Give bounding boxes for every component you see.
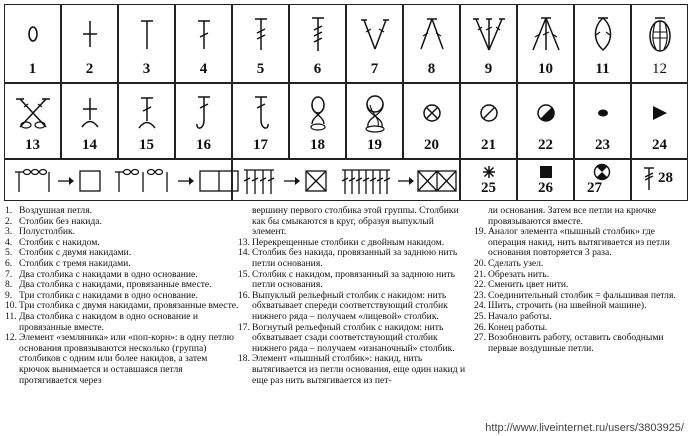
symbol-number: 7 — [370, 61, 379, 77]
legend-item: 14. Столбик без накида, провязанный за заднюю нить петли основания. — [238, 247, 458, 269]
legend-item: 18. Элемент «пышный столбик»: накид, нить вытягивается из петли основания, еще один накид и еще раз нить вытягивается из пет- — [238, 353, 466, 386]
chain-loop-icon — [13, 166, 57, 196]
cut-yarn-icon — [478, 102, 500, 124]
symbol-number: 21 — [481, 137, 496, 153]
back-post-dc-icon — [250, 94, 272, 132]
sequence-cell-1 — [4, 159, 232, 201]
symbol-cell-16 — [175, 83, 232, 159]
legend-item: 27. Возобновить работу, оставить свободными первые воздушные петли. — [474, 332, 664, 354]
legend-item: 4. Столбик с накидом. — [5, 236, 100, 248]
symbol-cell-21 — [460, 83, 517, 159]
symbol-cell-5 — [232, 4, 289, 83]
symbol-cell-22 — [517, 83, 574, 159]
symbol-number: 10 — [538, 61, 553, 77]
resume-work-icon — [593, 163, 611, 181]
popcorn-stitch-icon — [647, 14, 673, 54]
legend-item: 26. Конец работы. — [474, 321, 548, 333]
double-chain-loop-icon — [113, 166, 177, 196]
symbol-cell-28 — [631, 159, 688, 201]
symbol-number: 16 — [196, 137, 211, 153]
legend-item: 16. Выпуклый рельефный столбик с накидом: нить обхватывает спереди соответствующий столбик нижнего ряда – получаем «лицевой» столбик. — [238, 289, 448, 322]
two-dc-same-base-icon — [360, 16, 390, 52]
symbol-number: 14 — [82, 137, 97, 153]
symbol-number: 25 — [481, 180, 496, 196]
legend-item: 11. Два столбика с накидом в одно основание и провязанные вместе. — [5, 310, 198, 333]
symbol-number: 9 — [484, 61, 493, 77]
symbol-number: 12 — [652, 61, 667, 77]
half-double-crochet-icon — [137, 17, 157, 51]
slip-stitch-icon — [596, 106, 610, 120]
symbol-number: 22 — [538, 137, 553, 153]
symbol-number: 5 — [256, 61, 265, 77]
end-square-icon — [539, 165, 553, 179]
chain-stitch-icon — [23, 24, 43, 44]
symbol-cell-8 — [403, 4, 460, 83]
symbol-cell-15 — [118, 83, 175, 159]
symbol-number: 13 — [25, 137, 40, 153]
symbol-cell-13 — [4, 83, 61, 159]
legend-column-2 — [238, 206, 470, 386]
legend-item: 9. Три столбика с накидами в одно основание. — [5, 289, 198, 301]
legend-item: 10. Три столбика с двумя накидами, провязанные вместе. — [5, 300, 239, 312]
symbol-cell-24 — [631, 83, 688, 159]
chain-sequence — [13, 166, 101, 196]
change-color-icon — [535, 102, 557, 124]
symbol-cell-9 — [460, 4, 517, 83]
sc-back-loop-icon — [79, 96, 101, 130]
symbol-number: 18 — [310, 137, 325, 153]
dc-group-double-icon — [341, 166, 397, 196]
symbol-cell-10 — [517, 4, 574, 83]
symbol-number: 8 — [427, 61, 436, 77]
start-asterisk-icon — [482, 165, 496, 179]
legend-item: 1. Воздушная петля. — [5, 205, 93, 216]
legend-item: 7. Два столбика с накидами в одно основание. — [5, 268, 198, 280]
symbol-cell-19 — [346, 83, 403, 159]
arrow-right-icon — [283, 175, 301, 187]
legend-item: 20. Сделать узел. — [474, 257, 544, 269]
single-crochet-icon — [80, 19, 100, 49]
symbol-number: 11 — [595, 61, 610, 77]
symbol-cell-3 — [118, 4, 175, 83]
sequence-cell-2 — [232, 159, 460, 201]
triple-puff-icon — [360, 93, 390, 133]
symbol-number: 28 — [658, 169, 673, 186]
legend-item: 5. Столбик с двумя накидами. — [5, 247, 132, 259]
symbol-cell-17 — [232, 83, 289, 159]
square-icon — [79, 170, 101, 192]
symbol-number: 24 — [652, 137, 667, 153]
arrow-right-icon — [397, 175, 415, 187]
arrow-right-icon — [177, 175, 195, 187]
symbol-number: 4 — [199, 61, 208, 77]
three-tr-together-icon — [530, 15, 562, 53]
treble-crochet-icon — [251, 16, 271, 52]
crossed-stitches-icon — [16, 95, 50, 131]
legend-item: 22. Сменить цвет нити. — [474, 279, 569, 291]
elongated-dc-icon — [642, 165, 656, 191]
symbol-cell-14 — [61, 83, 118, 159]
double-crossed-square-icon — [417, 170, 457, 192]
symbol-number: 23 — [595, 137, 610, 153]
symbol-cell-4 — [175, 4, 232, 83]
legend-column-1 — [5, 206, 240, 386]
legend-item: 12. Элемент «земляника» или «поп-корн»: в одну петлю основания провязываются несколько (группа) столбиков с одним или более накидов, а затем крючок вынимается и оставшаяся петля протягивается через — [5, 332, 234, 386]
symbol-cell-23 — [574, 83, 631, 159]
elongated-dc-wrap — [642, 165, 673, 191]
symbol-cell-2 — [61, 4, 118, 83]
three-dc-same-base-icon — [473, 15, 505, 53]
source-url: http://www.liveinternet.ru/users/3803925/ — [485, 422, 684, 434]
arrow-right-icon — [57, 175, 75, 187]
symbol-number: 19 — [367, 137, 382, 153]
symbol-cell-7 — [346, 4, 403, 83]
symbol-cell-6 — [289, 4, 346, 83]
symbol-number: 27 — [587, 180, 602, 196]
legend-item: 25. Начало работы. — [474, 310, 552, 322]
legend-item: 23. Соединительный столбик = фальшивая петля. — [474, 289, 676, 301]
sew-icon — [651, 104, 669, 122]
legend-item: 6. Столбик с тремя накидами. — [5, 257, 131, 269]
symbol-number: 3 — [142, 61, 151, 77]
legend-item: 3. Полустолбик. — [5, 226, 76, 238]
legend-item: вершину первого столбика этой группы. Столбики как бы смыкаются в круг, образуя выпуклый элемент. — [252, 205, 459, 238]
dc-group-icon — [243, 166, 283, 196]
stitch-sequence-2 — [341, 166, 457, 196]
two-dc-together-icon — [417, 16, 447, 52]
legend-item: 13. Перекрещенные столбики с двойным накидом. — [238, 236, 445, 248]
symbol-cell-26 — [517, 159, 574, 201]
symbol-number: 17 — [253, 137, 268, 153]
symbol-number: 6 — [313, 61, 322, 77]
symbol-cell-18 — [289, 83, 346, 159]
symbol-cell-12 — [631, 4, 688, 83]
double-treble-icon — [308, 15, 328, 53]
symbol-grid — [4, 4, 688, 201]
legend-item: 17. Вогнутый рельефный столбик с накидом: нить обхватывает сзади соответствующий столбик нижнего ряда – получаем «изнаночный» столбик. — [238, 321, 455, 354]
dc-back-loop-icon — [136, 95, 158, 131]
front-post-dc-icon — [193, 94, 215, 132]
puff-stitch-icon — [306, 94, 330, 132]
legend-item: 8. Два столбика с накидами, провязанные вместе. — [5, 279, 212, 291]
legend-item: ли основания. Затем все петли на крючке провязываются вместе. — [488, 205, 657, 227]
symbol-cell-1 — [4, 4, 61, 83]
legend-item: 21. Обрезать нить. — [474, 268, 549, 280]
two-dc-base-together-icon — [591, 15, 615, 53]
symbol-cell-25 — [460, 159, 517, 201]
legend-item: 2. Столбик без накида. — [5, 215, 102, 227]
symbol-number: 20 — [424, 137, 439, 153]
symbol-cell-11 — [574, 4, 631, 83]
legend-item: 24. Шить, строчить (на швейной машине). — [474, 300, 647, 312]
symbol-number: 15 — [139, 137, 154, 153]
chain-sequence-2 — [113, 166, 239, 196]
symbol-number: 26 — [538, 180, 553, 196]
symbol-cell-27 — [574, 159, 631, 201]
crossed-square-icon — [305, 170, 327, 192]
stitch-sequence — [243, 166, 327, 196]
symbol-number: 2 — [85, 61, 94, 77]
legend-column-3 — [474, 206, 688, 354]
legend-item: 15. Столбик с накидом, провязанный за заднюю нить петли основания. — [238, 268, 455, 291]
double-crochet-icon — [194, 17, 214, 51]
symbol-cell-20 — [403, 83, 460, 159]
symbol-number: 1 — [28, 61, 37, 77]
knot-icon — [421, 102, 443, 124]
legend-item: 19. Аналог элемента «пышный столбик» где операция накид, нить вытягивается из петли основания повторяется 3 раза. — [474, 226, 670, 259]
